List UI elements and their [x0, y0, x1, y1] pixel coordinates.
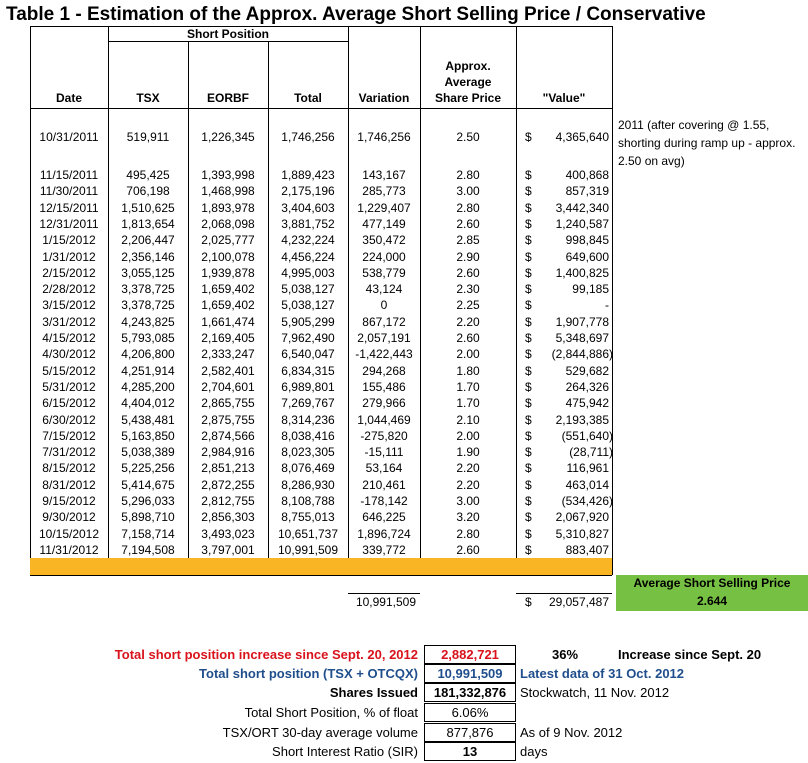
cell-currency: $: [525, 461, 532, 476]
cell-currency: $: [525, 477, 532, 492]
cell-tsx: 5,414,675: [121, 477, 175, 492]
cell-tsx: 3,378,725: [121, 282, 175, 297]
cell-value: 883,407: [565, 542, 609, 557]
cell-currency: $: [525, 200, 532, 215]
increase-value: 2,882,721: [424, 645, 516, 664]
cell-tsx: 5,038,389: [121, 445, 175, 460]
cell-value: 1,240,587: [555, 216, 609, 231]
cell-price: 2.20: [456, 314, 480, 329]
cell-date: 6/15/2012: [42, 396, 96, 411]
cell-total: 8,076,469: [281, 461, 335, 476]
cell-date: 10/31/2011: [39, 130, 99, 144]
cell-total: 8,023,305: [281, 445, 335, 460]
short-position-header: Short Position: [187, 27, 269, 41]
cell-value: 529,682: [565, 363, 609, 378]
cell-currency: $: [525, 331, 532, 345]
price-header-line3: Share Price: [434, 91, 502, 105]
cell-total: 1,746,256: [281, 130, 335, 144]
cell-total: 5,038,127: [281, 282, 335, 297]
cell-price: 2.60: [456, 542, 480, 557]
cell-eorbf: 2,874,566: [201, 428, 255, 443]
sir-note: days: [520, 744, 548, 759]
cell-variation: 1,229,407: [357, 200, 411, 215]
cell-tsx: 5,163,850: [121, 428, 175, 443]
total-position-note: Latest data of 31 Oct. 2012: [520, 666, 685, 681]
total-header: Total: [294, 91, 322, 105]
cell-price: 1.70: [456, 379, 480, 394]
cell-date: 8/31/2012: [42, 477, 96, 492]
cell-variation: 294,268: [362, 363, 406, 378]
cell-price: 2.85: [456, 233, 480, 248]
cell-value: 2,067,920: [555, 510, 609, 525]
cell-variation: 279,966: [362, 396, 406, 411]
cell-total: 6,989,801: [281, 379, 335, 394]
cell-tsx: 5,898,710: [121, 510, 175, 525]
cell-value: 3,442,340: [555, 200, 609, 215]
cell-eorbf: 1,893,978: [201, 200, 255, 215]
cell-variation: 339,772: [362, 542, 406, 557]
cell-currency: $: [525, 494, 532, 508]
cell-value: 649,600: [565, 249, 609, 264]
shares-issued-label: Shares Issued: [329, 685, 418, 700]
cell-tsx: 5,438,481: [121, 412, 175, 427]
price-header-line1: Approx.: [445, 59, 491, 73]
cell-total: 4,232,224: [281, 233, 335, 248]
cell-price: 2.10: [456, 412, 480, 427]
cell-currency: $: [525, 168, 532, 182]
float-label: Total Short Position, % of float: [244, 705, 418, 720]
cell-eorbf: 1,661,474: [201, 314, 255, 329]
note-2011: 2011 (after covering @ 1.55, shorting during ramp up - approx. 2.50 on avg): [618, 118, 796, 168]
cell-currency: $: [525, 233, 532, 248]
cell-eorbf: 2,865,755: [201, 396, 255, 411]
cell-eorbf: 2,812,755: [201, 494, 255, 508]
cell-date: 1/15/2012: [42, 233, 96, 248]
cell-tsx: 1,813,654: [121, 216, 175, 231]
cell-value: 1,400,825: [555, 265, 609, 280]
cell-value: 264,326: [565, 379, 609, 394]
cell-price: 2.50: [456, 130, 480, 144]
variation-header: Variation: [358, 91, 410, 105]
cell-total: 8,286,930: [281, 477, 335, 492]
cell-price: 2.80: [456, 200, 480, 215]
cell-variation: 2,057,191: [357, 331, 411, 345]
cell-value: 5,310,827: [555, 526, 609, 541]
cell-eorbf: 3,797,001: [201, 542, 255, 557]
cell-eorbf: 2,984,916: [201, 445, 255, 460]
cell-currency: $: [525, 379, 532, 394]
shares-issued-note: Stockwatch, 11 Nov. 2012: [520, 685, 670, 700]
cell-date: 5/15/2012: [42, 363, 96, 378]
cell-date: 6/30/2012: [42, 412, 96, 427]
cell-variation: 285,773: [362, 184, 406, 199]
cell-price: 2.80: [456, 168, 480, 182]
cell-tsx: 5,793,085: [121, 331, 175, 345]
cell-date: 10/15/2012: [38, 526, 100, 541]
cell-currency: $: [525, 412, 532, 427]
cell-currency: $: [525, 526, 532, 541]
cell-currency: $: [525, 396, 532, 411]
cell-value: (28,711): [569, 445, 613, 460]
cell-eorbf: 2,025,777: [201, 233, 255, 248]
cell-total: 4,995,003: [281, 265, 335, 280]
cell-currency: $: [525, 249, 532, 264]
total-position-value: 10,991,509: [424, 664, 516, 683]
shares-issued-value: 181,332,876: [424, 683, 516, 702]
cell-tsx: 2,206,447: [121, 233, 175, 248]
cell-price: 2.00: [456, 428, 480, 443]
cell-variation: 1,044,469: [357, 412, 411, 427]
cell-tsx: 4,285,200: [121, 379, 175, 394]
cell-tsx: 4,243,825: [121, 314, 175, 329]
cell-eorbf: 3,493,023: [201, 526, 255, 541]
cell-value: 1,907,778: [555, 314, 609, 329]
cell-value: 5,348,697: [555, 331, 609, 345]
cell-date: 12/15/2011: [39, 200, 99, 215]
cell-eorbf: 2,856,303: [201, 510, 255, 525]
cell-value: -: [605, 298, 609, 313]
cell-currency: $: [525, 130, 532, 144]
cell-currency: $: [525, 428, 532, 443]
cell-date: 11/30/2011: [39, 184, 99, 199]
cell-total: 10,991,509: [277, 542, 339, 557]
cell-eorbf: 2,068,098: [201, 216, 255, 231]
cell-currency: $: [525, 298, 532, 313]
cell-variation: 350,472: [362, 233, 406, 248]
date-header: Date: [55, 91, 82, 105]
cell-currency: $: [525, 216, 532, 231]
cell-eorbf: 1,226,345: [201, 130, 255, 144]
cell-tsx: 495,425: [126, 168, 170, 182]
float-value: 6.06%: [424, 703, 516, 722]
cell-price: 2.20: [456, 477, 480, 492]
cell-variation: 155,486: [362, 379, 406, 394]
cell-price: 1.90: [456, 445, 480, 460]
cell-total: 8,314,236: [281, 412, 335, 427]
value-total: 29,057,487: [548, 595, 609, 609]
cell-currency: $: [525, 363, 532, 378]
cell-price: 3.20: [456, 510, 480, 525]
header-bottom-border: [30, 108, 612, 109]
cell-price: 2.60: [456, 216, 480, 231]
cell-tsx: 3,055,125: [121, 265, 175, 280]
cell-currency: $: [525, 347, 532, 362]
cell-variation: -178,142: [360, 494, 408, 508]
cell-variation: 43,124: [365, 282, 403, 297]
sir-value: 13: [424, 742, 516, 761]
cell-total: 8,038,416: [281, 428, 335, 443]
cell-total: 8,108,788: [281, 494, 335, 508]
cell-tsx: 5,296,033: [121, 494, 175, 508]
cell-value: (551,640): [561, 428, 613, 443]
cell-currency: $: [525, 510, 532, 525]
cell-price: 2.00: [456, 347, 480, 362]
cell-variation: -1,422,443: [355, 347, 413, 362]
page-title: Table 1 - Estimation of the Approx. Average Short Selling Price / Conservative: [6, 4, 706, 25]
cell-eorbf: 2,872,255: [201, 477, 255, 492]
cell-tsx: 7,158,714: [121, 526, 175, 541]
tsx-header: TSX: [136, 91, 160, 105]
cell-tsx: 4,206,800: [121, 347, 175, 362]
cell-value: 99,185: [572, 282, 609, 297]
cell-variation: 224,000: [362, 249, 406, 264]
cell-tsx: 1,510,625: [121, 200, 175, 215]
cell-date: 9/15/2012: [42, 494, 96, 508]
cell-eorbf: 1,659,402: [201, 282, 255, 297]
eorbf-header: EORBF: [207, 91, 249, 105]
cell-currency: $: [525, 184, 532, 199]
cell-value: (534,426): [561, 494, 613, 508]
cell-variation: 53,164: [365, 461, 403, 476]
price-header-line2: Average: [444, 75, 492, 89]
cell-tsx: 706,198: [126, 184, 170, 199]
cell-value: 400,868: [565, 168, 609, 182]
cell-total: 7,269,767: [281, 396, 335, 411]
cell-price: 2.20: [456, 461, 480, 476]
cell-date: 2/28/2012: [42, 282, 96, 297]
cell-date: 11/31/2012: [39, 542, 99, 557]
cell-total: 6,834,315: [281, 363, 335, 378]
cell-eorbf: 2,582,401: [201, 363, 255, 378]
cell-variation: 0: [380, 298, 388, 313]
cell-value: 857,319: [565, 184, 609, 199]
cell-eorbf: 2,333,247: [201, 347, 255, 362]
increase-note: Increase since Sept. 20: [618, 647, 762, 662]
average-price-label: Average Short Selling Price: [633, 576, 791, 590]
cell-currency: $: [525, 542, 532, 557]
cell-eorbf: 2,875,755: [201, 412, 255, 427]
total-position-label: Total short position (TSX + OTCQX): [199, 666, 418, 681]
cell-price: 2.25: [456, 298, 480, 313]
cell-currency: $: [525, 282, 532, 297]
increase-percent: 36%: [552, 647, 579, 662]
cell-date: 7/15/2012: [42, 428, 96, 443]
cell-variation: -15,111: [364, 445, 404, 460]
cell-price: 2.60: [456, 265, 480, 280]
cell-date: 12/31/2011: [39, 216, 99, 231]
table-bottom-border: [30, 575, 612, 576]
cell-total: 1,889,423: [281, 168, 335, 182]
volume-note: As of 9 Nov. 2012: [520, 725, 623, 740]
cell-total: 3,881,752: [281, 216, 335, 231]
cell-total: 7,962,490: [281, 331, 335, 345]
value-total-currency: $: [525, 595, 532, 609]
cell-total: 3,404,603: [281, 200, 335, 215]
cell-currency: $: [525, 445, 532, 460]
cell-date: 1/31/2012: [42, 249, 96, 264]
cell-value: (2,844,886): [551, 347, 613, 362]
cell-variation: 1,896,724: [357, 526, 411, 541]
cell-tsx: 2,356,146: [121, 249, 175, 264]
cell-value: 4,365,640: [555, 130, 609, 144]
cell-eorbf: 2,100,078: [201, 249, 255, 264]
cell-tsx: 519,911: [126, 130, 170, 144]
cell-variation: 210,461: [362, 477, 406, 492]
cell-price: 1.80: [456, 363, 480, 378]
cell-eorbf: 1,393,998: [201, 168, 255, 182]
cell-date: 5/31/2012: [42, 379, 96, 394]
cell-price: 3.00: [456, 494, 480, 508]
cell-variation: 143,167: [362, 168, 406, 182]
cell-variation: 646,225: [362, 510, 406, 525]
sir-label: Short Interest Ratio (SIR): [272, 744, 418, 759]
cell-value: 475,942: [565, 396, 609, 411]
cell-tsx: 7,194,508: [121, 542, 175, 557]
volume-label: TSX/ORT 30-day average volume: [222, 725, 418, 740]
col-border: [516, 26, 517, 575]
cell-price: 2.60: [456, 331, 480, 345]
cell-date: 3/15/2012: [42, 298, 96, 313]
cell-value: 116,961: [566, 461, 609, 476]
variation-total: 10,991,509: [355, 595, 416, 609]
average-price-value: 2.644: [696, 594, 728, 608]
cell-value: 2,193,385: [555, 412, 609, 427]
cell-currency: $: [525, 314, 532, 329]
highlight-row-background: [30, 558, 612, 575]
cell-tsx: 4,251,914: [121, 363, 175, 378]
cell-total: 5,905,299: [281, 314, 335, 329]
cell-tsx: 4,404,012: [121, 396, 175, 411]
cell-total: 8,755,013: [281, 510, 335, 525]
cell-total: 6,540,047: [281, 347, 335, 362]
cell-date: 7/31/2012: [42, 445, 96, 460]
cell-variation: 538,779: [362, 265, 406, 280]
cell-price: 3.00: [456, 184, 480, 199]
value-header: "Value": [542, 91, 586, 105]
cell-currency: $: [525, 265, 532, 280]
cell-variation: 867,172: [362, 314, 406, 329]
cell-eorbf: 1,468,998: [201, 184, 255, 199]
cell-price: 2.80: [456, 526, 480, 541]
cell-total: 2,175,196: [281, 184, 335, 199]
cell-value: 998,845: [565, 233, 609, 248]
cell-price: 2.90: [456, 249, 480, 264]
cell-eorbf: 2,704,601: [201, 379, 255, 394]
cell-date: 4/30/2012: [42, 347, 96, 362]
cell-price: 2.30: [456, 282, 480, 297]
cell-date: 3/31/2012: [42, 314, 96, 329]
cell-date: 4/15/2012: [42, 331, 96, 345]
cell-date: 9/30/2012: [42, 510, 96, 525]
cell-variation: 1,746,256: [357, 130, 411, 144]
cell-date: 8/15/2012: [42, 461, 96, 476]
increase-label: Total short position increase since Sept. 20, 2012: [114, 647, 418, 662]
volume-value: 877,876: [424, 723, 516, 742]
cell-date: 11/15/2011: [39, 168, 99, 182]
cell-total: 4,456,224: [281, 249, 335, 264]
cell-variation: -275,820: [360, 428, 408, 443]
cell-tsx: 5,225,256: [121, 461, 175, 476]
cell-tsx: 3,378,725: [121, 298, 175, 313]
cell-value: 463,014: [565, 477, 609, 492]
cell-eorbf: 2,851,213: [201, 461, 255, 476]
cell-total: 5,038,127: [281, 298, 335, 313]
cell-date: 2/15/2012: [42, 265, 96, 280]
cell-eorbf: 1,659,402: [201, 298, 255, 313]
cell-eorbf: 1,939,878: [201, 265, 255, 280]
cell-eorbf: 2,169,405: [201, 331, 255, 345]
cell-variation: 477,149: [362, 216, 406, 231]
cell-total: 10,651,737: [277, 526, 339, 541]
cell-price: 1.70: [456, 396, 480, 411]
